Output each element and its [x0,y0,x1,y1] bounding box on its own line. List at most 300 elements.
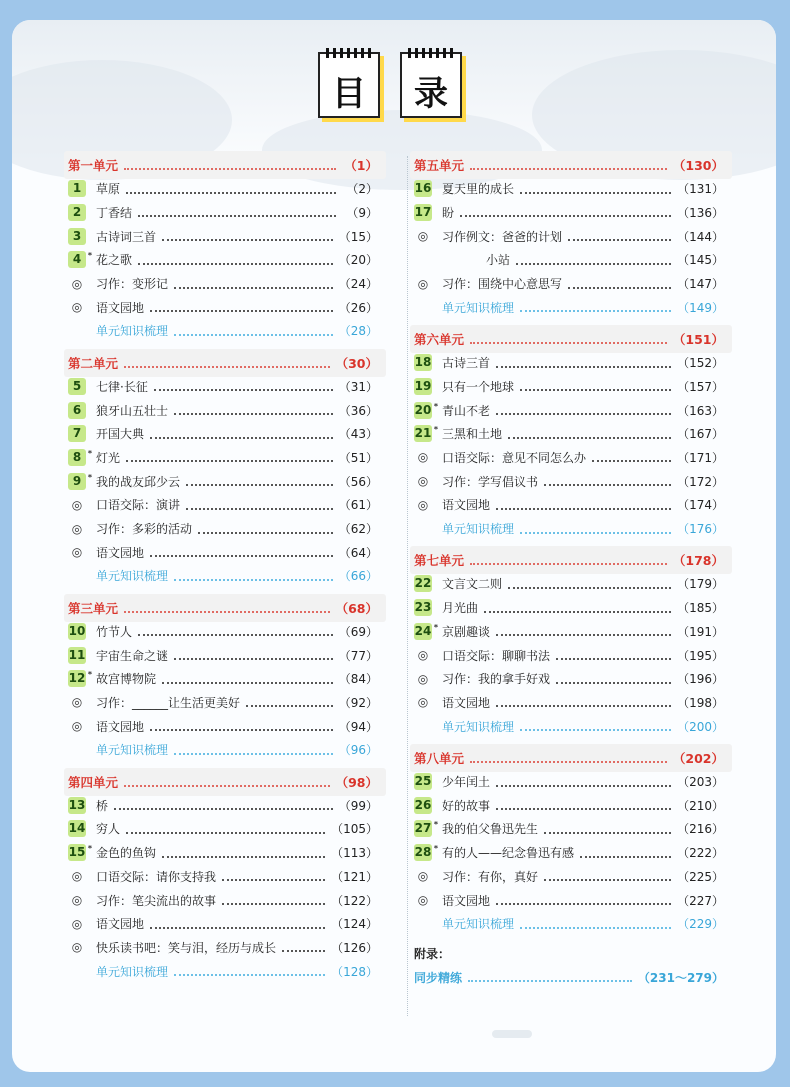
toc-entry[interactable] [414,518,724,540]
lesson-title: 古诗三首 [442,356,491,371]
dot-leader [174,279,333,289]
asterisk-mark: * [87,251,92,261]
section-title: 语文园地 [96,917,145,932]
review-title: 单元知识梳理 [442,522,515,536]
toc-entry[interactable] [414,966,724,988]
page-number: （126） [331,940,378,955]
page-number: （195） [677,648,724,663]
unit-heading[interactable] [414,549,724,571]
lesson-title: 竹节人 [96,624,133,639]
dot-leader [520,721,671,731]
bullet-icon: ◎ [71,869,83,884]
toc-entry[interactable] [68,201,378,223]
toc-entry[interactable] [68,960,378,982]
toc-entry[interactable] [414,668,724,690]
dot-leader [138,207,336,217]
asterisk-mark: * [87,448,92,458]
page-number: （28） [338,324,378,339]
dot-leader [126,184,336,194]
toc-entry[interactable] [414,178,724,200]
asterisk-mark: * [433,401,438,411]
page-number: （163） [677,403,724,418]
lesson-title: 我的战友邱少云 [96,474,181,489]
toc-entry[interactable] [414,644,724,666]
dot-leader [114,800,333,810]
bullet-icon: ◎ [417,671,429,686]
lesson-title: 丁香结 [96,205,133,220]
toc-entry[interactable] [68,494,378,516]
page-number: （2） [346,182,378,197]
dot-leader [222,895,325,905]
dot-leader [508,579,671,589]
dot-leader [520,919,671,929]
toc-entry[interactable] [68,541,378,563]
toc-entry[interactable] [414,691,724,713]
page-number: （99） [338,798,378,813]
lesson-number: 2 [72,204,82,219]
toc-title [318,52,478,124]
dot-leader [174,405,333,415]
lesson-title: 只有一个地球 [442,379,515,394]
page-number: （15） [338,229,378,244]
section-title: 语文园地 [442,893,491,908]
page-number: （1） [344,158,378,173]
page-number: （92） [338,695,378,710]
page-number: （147） [677,277,724,291]
unit-heading[interactable] [68,771,378,793]
toc-entry[interactable] [68,399,378,421]
asterisk-mark: * [87,670,92,680]
lesson-title: 狼牙山五壮士 [96,403,169,418]
toc-entry[interactable] [68,668,378,690]
page-number: （149） [677,300,724,315]
bullet-icon: ◎ [71,916,83,931]
page-number: （43） [338,427,378,442]
toc-entry[interactable] [68,320,378,342]
dot-leader [496,777,671,787]
lesson-number: 23 [414,600,432,615]
page-number: （222） [677,846,724,861]
toc-entry[interactable] [414,494,724,516]
toc-entry[interactable] [414,865,724,887]
appendix-label: 附录： [414,946,451,961]
bullet-icon: ◎ [71,521,83,536]
section-title: 语文园地 [96,300,145,315]
practice-title: 同步精练 [414,970,463,985]
unit-label: 第二单元 [68,355,119,371]
lesson-number-badge [414,378,432,395]
dot-leader [468,972,632,982]
toc-entry[interactable] [414,771,724,793]
unit-label: 第四单元 [68,774,119,790]
title-card [318,52,380,118]
toc-entry[interactable] [68,470,378,492]
lesson-number: 8 [72,449,82,464]
toc-entry[interactable] [68,865,378,887]
lesson-number: 9 [72,473,82,488]
dot-leader [150,547,333,557]
asterisk-mark: * [433,820,438,830]
lesson-number-badge [68,402,86,419]
lesson-number-badge [414,180,432,197]
dot-leader [174,571,333,581]
lesson-number-badge [414,622,438,640]
lesson-title: 故宫博物院 [96,672,157,687]
toc-entry[interactable] [68,249,378,271]
lesson-number: 28 [414,845,432,860]
lesson-title: 月光曲 [442,601,479,616]
page-number: （152） [677,356,724,371]
dot-leader [124,358,330,368]
lesson-number-badge [414,401,438,419]
section-title: 小站 [486,253,511,268]
page-number: （113） [331,846,378,861]
section-title: 习作：多彩的活动 [96,522,193,536]
lesson-number: 15 [68,845,86,860]
lesson-number: 10 [68,623,86,638]
lesson-number-badge [68,472,92,490]
title-char: 目 [332,74,366,114]
dot-leader [568,231,671,241]
unit-heading[interactable] [414,328,724,350]
toc-entry[interactable] [414,201,724,223]
lesson-number-badge [68,425,86,442]
footer-decoration [492,1030,532,1038]
dot-leader [162,674,333,684]
page-number: （178） [672,553,724,569]
dot-leader [124,777,330,787]
page-number: （20） [338,253,378,268]
dot-leader [496,405,671,415]
lesson-number-badge [414,354,432,371]
page-number: （210） [677,798,724,813]
page-number: （24） [338,277,378,291]
unit-label: 第八单元 [414,750,465,766]
page-number: （122） [331,893,378,908]
page-number: （231～279） [637,970,724,985]
dot-leader [516,255,671,265]
toc-entry[interactable] [68,518,378,540]
toc-entry[interactable] [414,273,724,295]
review-title: 单元知识梳理 [442,300,515,315]
review-title: 单元知识梳理 [96,743,169,758]
toc-entry[interactable] [68,818,378,840]
page-number: （98） [335,774,378,790]
unit-label: 第一单元 [68,158,119,173]
toc-entry[interactable] [68,691,378,713]
page-number: （145） [677,253,724,268]
lesson-number: 16 [414,181,432,196]
toc-entry[interactable] [68,936,378,958]
section-title: 习作：我的拿手好戏 [442,672,551,687]
section-title: 习作：变形记 [96,277,169,291]
page-number: （196） [677,672,724,687]
lesson-title: 金色的鱼钩 [96,846,157,861]
page-number: （30） [335,355,378,371]
bullet-icon: ◎ [417,276,429,291]
toc-entry[interactable] [414,715,724,737]
lesson-number-badge [414,599,432,616]
lesson-title: 穷人 [96,822,121,837]
dot-leader [126,824,325,834]
lesson-number-badge [414,773,432,790]
dot-leader [484,603,671,613]
bullet-icon: ◎ [71,940,83,955]
dot-leader [544,476,671,486]
unit-heading[interactable] [68,154,378,176]
lesson-number-badge [68,647,86,664]
page-number: （68） [335,600,378,616]
page-number: （64） [338,545,378,560]
dot-leader [508,429,671,439]
toc-entry[interactable] [68,620,378,642]
dot-leader [124,603,330,613]
dot-leader [496,697,671,707]
page-number: （105） [331,822,378,837]
dot-leader [282,942,325,952]
dot-leader [186,476,333,486]
dot-leader [592,452,671,462]
page-number: （151） [672,331,724,347]
toc-entry[interactable] [68,446,378,468]
dot-leader [138,626,333,636]
toc-entry[interactable] [68,296,378,318]
review-title: 单元知识梳理 [442,917,515,932]
bullet-icon: ◎ [71,893,83,907]
dot-leader [124,160,336,170]
bullet-icon: ◎ [417,893,429,907]
dot-leader [150,721,333,731]
page-number: （36） [338,403,378,418]
page-number: （124） [331,917,378,932]
bullet-icon: ◎ [71,276,83,291]
lesson-title: 盼 [442,205,455,220]
page-number: （9） [346,205,378,220]
toc-entry[interactable] [414,225,724,247]
page-number: （96） [338,743,378,758]
unit-heading[interactable] [68,352,378,374]
toc-entry[interactable] [414,296,724,318]
lesson-number: 19 [414,378,432,393]
toc-entry[interactable] [68,423,378,445]
lesson-number: 4 [72,252,82,267]
lesson-number: 14 [68,821,86,836]
section-title: 快乐读书吧：笑与泪，经历与成长 [96,940,277,955]
dot-leader [150,919,325,929]
lesson-number: 11 [68,647,86,662]
unit-heading[interactable] [414,747,724,769]
asterisk-mark: * [87,844,92,854]
lesson-number: 7 [72,426,82,441]
lesson-title: 古诗词三首 [96,229,157,244]
dot-leader [496,500,671,510]
bullet-icon: ◎ [417,695,429,710]
toc-entry[interactable] [414,620,724,642]
lesson-number: 26 [414,797,432,812]
unit-heading[interactable] [414,154,724,176]
lesson-number: 18 [414,355,432,370]
page-number: （51） [338,450,378,465]
toc-entry[interactable] [68,889,378,911]
toc-entry[interactable] [414,842,724,864]
toc-entry[interactable] [68,375,378,397]
lesson-number: 27 [414,821,432,836]
section-title: 口语交际：演讲 [96,498,181,513]
dot-leader [568,279,671,289]
lesson-title: 花之歌 [96,253,133,268]
dot-leader [138,255,333,265]
lesson-number: 20 [414,402,432,417]
lesson-title: 我的伯父鲁迅先生 [442,822,539,837]
lesson-number-badge [68,378,86,395]
lesson-number-badge [68,670,92,687]
dot-leader [470,753,667,763]
lesson-number-badge [414,425,438,442]
toc-entry[interactable] [414,794,724,816]
appendix-heading [414,942,724,964]
toc-entry[interactable] [68,225,378,247]
lesson-title: 灯光 [96,450,121,465]
section-title: 习作：笔尖流出的故事 [96,893,217,908]
toc-entry[interactable] [68,644,378,666]
lesson-number: 21 [414,426,432,441]
lesson-number: 1 [72,181,82,196]
section-title: 语文园地 [96,719,145,734]
dot-leader [520,302,671,312]
dot-leader [544,871,671,881]
page-number: （26） [338,300,378,315]
page-number: （31） [338,379,378,394]
section-title: 习作：学写倡议书 [442,474,539,489]
toc-entry[interactable] [68,794,378,816]
toc-entry[interactable] [414,597,724,619]
toc-entry[interactable] [68,715,378,737]
unit-heading[interactable] [68,597,378,619]
toc-entry[interactable] [68,178,378,200]
section-title: 习作：______让生活更美好 [96,695,241,710]
lesson-title: 青山不老 [442,403,491,418]
page-number: （84） [338,672,378,687]
toc-entry[interactable] [68,913,378,935]
dot-leader [174,966,325,976]
page-number: （94） [338,719,378,734]
lesson-number: 25 [414,774,432,788]
toc-entry[interactable] [414,446,724,468]
toc-entry[interactable] [414,352,724,374]
page-number: （56） [338,474,378,489]
dot-leader [470,555,667,565]
toc-entry[interactable] [414,889,724,911]
unit-label: 第三单元 [68,600,119,616]
section-title: 语文园地 [96,545,145,560]
dot-leader [520,381,671,391]
page-number: （229） [677,917,724,932]
page-number: （191） [677,624,724,639]
dot-leader [520,524,671,534]
toc-entry[interactable] [68,739,378,761]
lesson-number: 12 [68,671,86,686]
section-title: 语文园地 [442,695,491,710]
title-char: 录 [414,74,448,114]
page-number: （128） [331,964,378,979]
page-number: （176） [677,522,724,536]
lesson-number-badge [68,844,92,861]
toc-entry[interactable] [68,273,378,295]
dot-leader [150,302,333,312]
asterisk-mark: * [433,425,438,435]
dot-leader [186,500,333,510]
lesson-number: 5 [72,378,82,393]
section-title: 口语交际：意见不同怎么办 [442,450,587,465]
lesson-number-badge [414,844,438,861]
dot-leader [246,697,333,707]
page-number: （198） [677,695,724,710]
dot-leader [174,745,333,755]
toc-entry[interactable] [414,399,724,421]
toc-entry[interactable] [414,375,724,397]
asterisk-mark: * [433,622,438,632]
lesson-number: 3 [72,228,82,243]
page-number: （174） [677,498,724,513]
page-number: （202） [672,750,724,766]
dot-leader [174,326,333,336]
lesson-title: 好的故事 [442,798,491,813]
bullet-icon: ◎ [71,719,83,734]
page-number: （225） [677,869,724,884]
review-title: 单元知识梳理 [96,569,169,584]
unit-label: 第六单元 [414,331,465,347]
bullet-icon: ◎ [417,474,429,489]
lesson-number-badge [68,180,86,197]
bullet-icon: ◎ [417,497,429,512]
toc-entry[interactable] [68,842,378,864]
toc-entry[interactable] [414,470,724,492]
dot-leader [520,184,671,194]
toc-entry[interactable] [414,249,724,271]
section-title: 习作：有你，真好 [442,869,539,884]
bullet-icon: ◎ [71,497,83,512]
bullet-icon: ◎ [417,229,429,244]
lesson-title: 京剧趣谈 [442,624,491,639]
lesson-number-badge [68,623,86,640]
page-number: （121） [331,869,378,884]
toc-entry[interactable] [414,818,724,840]
lesson-number: 17 [414,204,432,219]
lesson-number-badge [414,797,432,814]
lesson-title: 七律·长征 [96,379,148,394]
lesson-title: 夏天里的成长 [442,182,515,197]
toc-entry[interactable] [414,913,724,935]
page-number: （77） [338,648,378,663]
lesson-title: 有的人——纪念鲁迅有感 [442,846,575,861]
page-number: （61） [338,498,378,513]
page-number: （66） [338,569,378,584]
page-number: （172） [677,474,724,489]
lesson-number-badge [68,251,92,268]
dot-leader [174,650,333,660]
dot-leader [162,848,325,858]
toc-entry[interactable] [68,565,378,587]
toc-entry[interactable] [414,573,724,595]
lesson-title: 少年闰土 [442,775,491,789]
dot-leader [544,824,671,834]
lesson-number-badge [68,820,86,837]
toc-page [12,20,776,1072]
page-number: （171） [677,450,724,465]
bullet-icon: ◎ [417,869,429,884]
toc-entry[interactable] [414,423,724,445]
bullet-icon: ◎ [71,695,83,710]
